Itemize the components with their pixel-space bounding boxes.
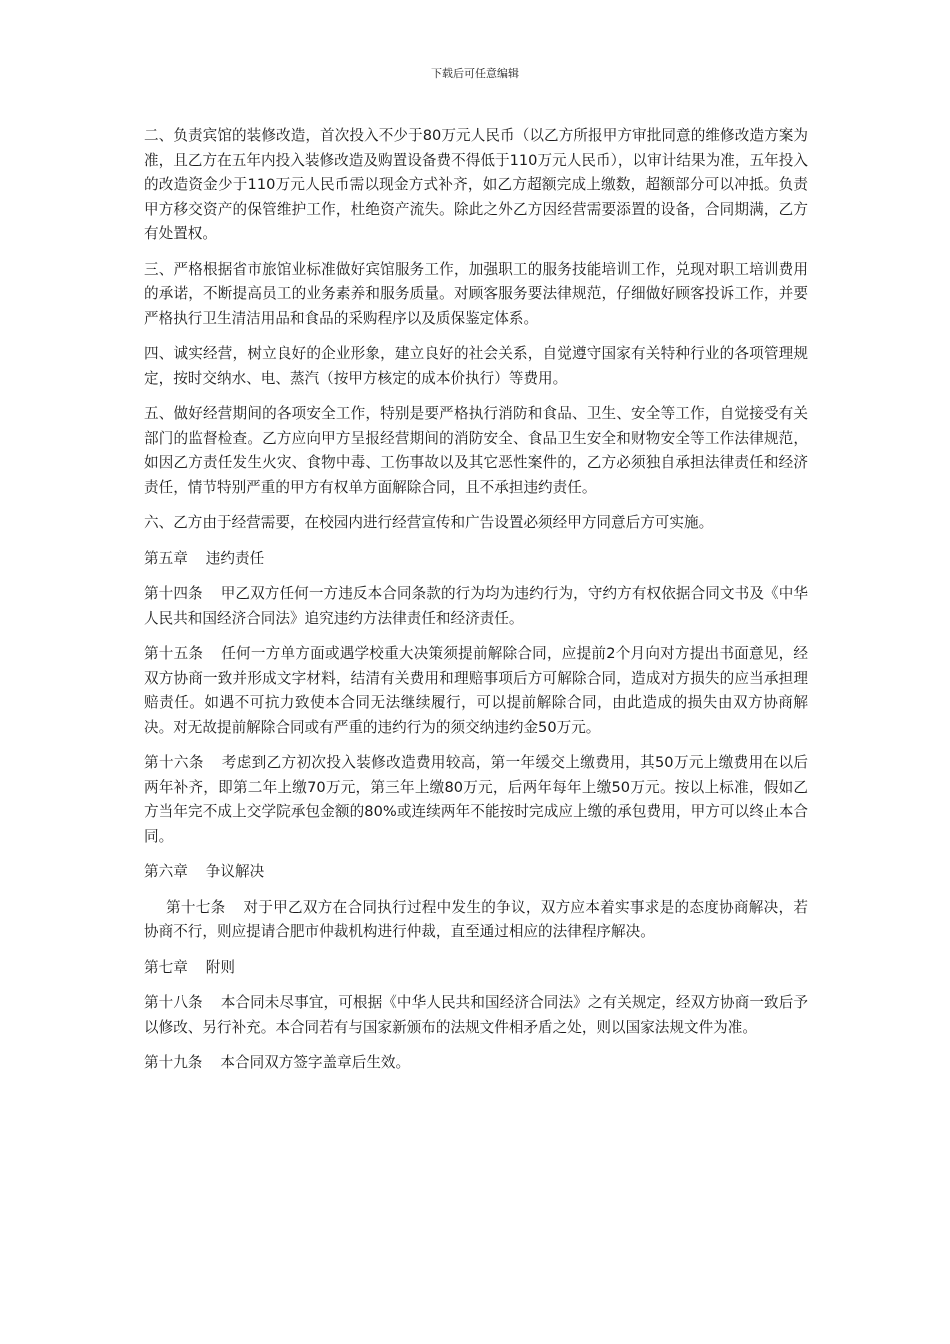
article-18-text: 本合同未尽事宜，可根据《中华人民共和国经济合同法》之有关规定，经双方协商一致后予以修改、另行补充。本合同若有与国家新颁布的法规文件相矛盾之处，则以国家法规文件为准。 bbox=[144, 994, 808, 1036]
chapter-7-title: 附则 bbox=[205, 958, 235, 976]
article-17-label: 第十七条 bbox=[166, 898, 226, 916]
article-19-label: 第十九条 bbox=[144, 1054, 203, 1071]
chapter-5-label: 第五章 bbox=[144, 549, 188, 567]
clause-5: 五、做好经营期间的各项安全工作，特别是要严格执行消防和食品、卫生、安全等工作，自觉接受有关部门的监督检查。乙方应向甲方呈报经营期间的消防安全、食品卫生安全和财物安全等工作法律规范，如因乙方责任发生火灾、食物中毒、工伤事故以及其它恶性案件的，乙方必须独自承担法律责任和经济责任，情节特别严重的甲方有权单方面解除合同，且不承担违约责任。 bbox=[144, 405, 808, 496]
clause-4: 四、诚实经营，树立良好的企业形象，建立良好的社会关系，自觉遵守国家有关特种行业的各项管理规定，按时交纳水、电、蒸汽（按甲方核定的成本价执行）等费用。 bbox=[144, 345, 808, 387]
chapter-7-heading bbox=[144, 956, 808, 981]
article-15-label: 第十五条 bbox=[144, 645, 204, 662]
article-18-label: 第十八条 bbox=[144, 994, 203, 1011]
chapter-6-title: 争议解决 bbox=[205, 863, 265, 880]
article-19 bbox=[144, 1051, 808, 1076]
article-16 bbox=[144, 751, 808, 849]
page-header: 下载后可任意编辑 bbox=[431, 67, 519, 80]
chapter-6-label: 第六章 bbox=[144, 863, 188, 880]
article-14 bbox=[144, 582, 808, 631]
article-17-text: 对于甲乙双方在合同执行过程中发生的争议，双方应本着实事求是的态度协商解决，若协商不行，则应提请合肥市仲裁机构进行仲裁，直至通过相应的法律程序解决。 bbox=[144, 898, 808, 940]
chapter-6-heading bbox=[144, 860, 808, 885]
chapter-7-label: 第七章 bbox=[144, 958, 188, 976]
article-19-text: 本合同双方签字盖章后生效。 bbox=[220, 1054, 411, 1071]
article-16-label: 第十六条 bbox=[144, 754, 204, 771]
article-14-label: 第十四条 bbox=[144, 585, 203, 602]
clause-6: 六、乙方由于经营需要，在校园内进行经营宣传和广告设置必须经甲方同意后方可实施。 bbox=[144, 514, 714, 531]
chapter-5-title: 违约责任 bbox=[205, 549, 265, 567]
clause-3: 三、严格根据省市旅馆业标准做好宾馆服务工作，加强职工的服务技能培训工作，兑现对职工培训费用的承诺，不断提高员工的业务素养和服务质量。对顾客服务要法律规范，仔细做好顾客投诉工作，并要严格执行卫生清洁用品和食品的采购程序以及质保鉴定体系。 bbox=[144, 260, 808, 327]
article-17 bbox=[144, 896, 808, 945]
document-body bbox=[144, 124, 808, 1087]
article-16-text: 考虑到乙方初次投入装修改造费用较高，第一年缓交上缴费用，其50万元上缴费用在以后两年补齐，即第二年上缴70万元，第三年上缴80万元，后两年每年上缴50万元。按以上标准，假如乙方当年完不成上交学院承包金额的80%或连续两年不能按时完成应上缴的承包费用，甲方可以终止本合同。 bbox=[144, 754, 808, 845]
article-14-text: 甲乙双方任何一方违反本合同条款的行为均为违约行为，守约方有权依据合同文书及《中华人民共和国经济合同法》追究违约方法律责任和经济责任。 bbox=[144, 585, 808, 627]
article-15-text: 任何一方单方面或遇学校重大决策须提前解除合同，应提前2个月向对方提出书面意见，经双方协商一致并形成文字材料，结清有关费用和理赔事项后方可解除合同，造成对方损失的应当承担理赔责任。如遇不可抗力致使本合同无法继续履行，可以提前解除合同，由此造成的损失由双方协商解决。对无故提前解除合同或有严重的违约行为的须交纳违约金50万元。 bbox=[144, 645, 808, 736]
clause-2: 二、负责宾馆的装修改造，首次投入不少于80万元人民币（以乙方所报甲方审批同意的维修改造方案为准，且乙方在五年内投入装修改造及购置设备费不得低于110万元人民币），以审计结果为准，五年投入的改造资金少于110万元人民币需以现金方式补齐，如乙方超额完成上缴数，超额部分可以冲抵。负责甲方移交资产的保管维护工作，杜绝资产流失。除此之外乙方因经营需要添置的设备，合同期满，乙方有处置权。 bbox=[144, 127, 808, 242]
article-18 bbox=[144, 991, 808, 1040]
chapter-5-heading bbox=[144, 547, 808, 572]
article-15 bbox=[144, 642, 808, 740]
